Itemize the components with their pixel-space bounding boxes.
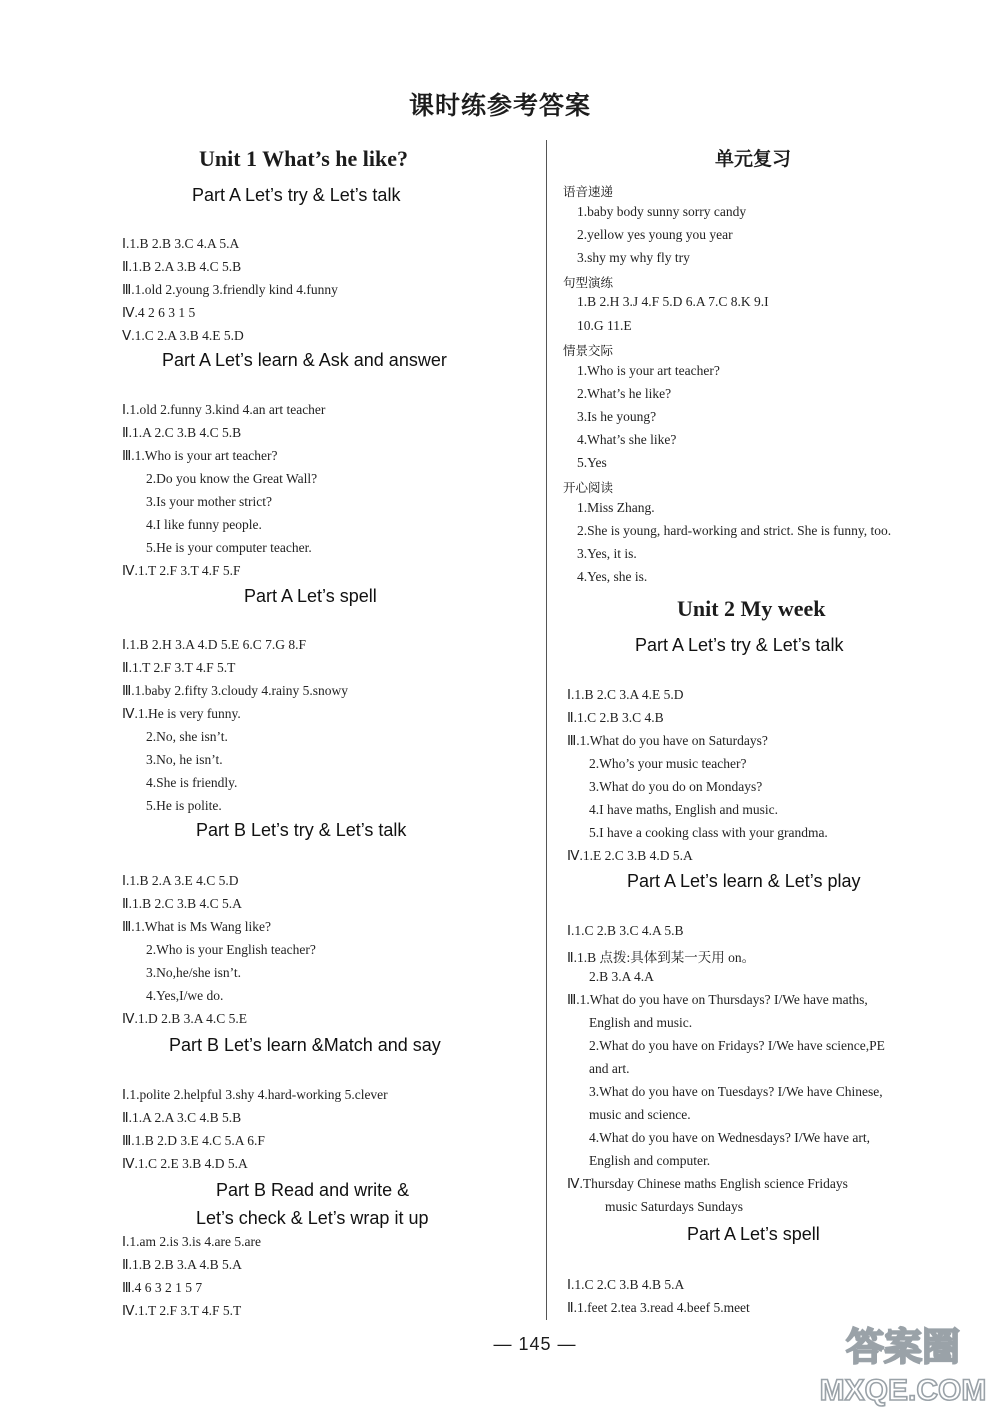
- answer-line: 5.Yes: [577, 455, 607, 470]
- section-heading: 句型演练: [563, 275, 614, 290]
- answer-line: music Saturdays Sundays: [605, 1199, 743, 1214]
- answer-line: 5.He is polite.: [146, 798, 222, 813]
- answer-line: 2.What do you have on Fridays? I/We have science,PE: [589, 1038, 885, 1053]
- answer-line: music and science.: [589, 1107, 691, 1122]
- answer-line: Ⅳ.1.T 2.F 3.T 4.F 5.T: [122, 1303, 242, 1318]
- unit-review-title: 单元复习: [715, 148, 792, 170]
- answer-line: 5.He is your computer teacher.: [146, 540, 312, 555]
- answer-line: 2.Who is your English teacher?: [146, 942, 316, 957]
- answer-line: Ⅰ.1.B 2.C 3.A 4.E 5.D: [567, 687, 684, 702]
- answer-line: 10.G 11.E: [577, 318, 632, 333]
- watermark-url: MXQE.COM: [819, 1374, 987, 1407]
- answer-line: 1.Miss Zhang.: [577, 500, 655, 515]
- answer-line: Ⅲ.1.What is Ms Wang like?: [122, 919, 271, 934]
- answer-line: 1.baby body sunny sorry candy: [577, 204, 747, 219]
- unit2-title: Unit 2 My week: [677, 596, 826, 621]
- section-heading: Part B Let’s try & Let’s talk: [196, 820, 407, 840]
- answer-line: Ⅱ.1.B 点拨:具体到某一天用 on。: [567, 950, 756, 965]
- answer-line: Ⅰ.1.B 2.B 3.C 4.A 5.A: [122, 236, 240, 251]
- answer-line: 3.shy my why fly try: [577, 250, 690, 265]
- section-heading: Part A Let’s spell: [244, 586, 377, 606]
- answer-line: 2.yellow yes young you year: [577, 227, 733, 242]
- answer-line: 4.I like funny people.: [146, 517, 262, 532]
- answer-line: 3.What do you do on Mondays?: [589, 779, 763, 794]
- section-heading: 情景交际: [563, 343, 614, 358]
- answer-line: Ⅴ.1.C 2.A 3.B 4.E 5.D: [122, 328, 244, 343]
- answer-line: 2.B 3.A 4.A: [589, 969, 654, 984]
- answer-line: Ⅳ.1.C 2.E 3.B 4.D 5.A: [122, 1156, 248, 1171]
- answer-line: Ⅳ.Thursday Chinese maths English science Fridays: [567, 1176, 848, 1191]
- answer-line: Ⅰ.1.old 2.funny 3.kind 4.an art teacher: [122, 402, 326, 417]
- answer-line: 2.No, she isn’t.: [146, 729, 228, 744]
- section-heading: 语音速递: [563, 184, 614, 199]
- answer-line: 1.Who is your art teacher?: [577, 363, 720, 378]
- answer-line: 2.What’s he like?: [577, 386, 672, 401]
- answer-line: 4.Yes, she is.: [577, 569, 648, 584]
- answer-line: Ⅳ.4 2 6 3 1 5: [122, 305, 196, 320]
- page-number: — 145 —: [493, 1334, 577, 1354]
- answer-line: 2.Who’s your music teacher?: [589, 756, 747, 771]
- answer-line: Ⅰ.1.B 2.H 3.A 4.D 5.E 6.C 7.G 8.F: [122, 637, 306, 652]
- answer-line: 4.What’s she like?: [577, 432, 677, 447]
- answer-line: Ⅲ.1.Who is your art teacher?: [122, 448, 278, 463]
- answer-line: English and computer.: [589, 1153, 711, 1168]
- answer-line: 3.No,he/she isn’t.: [146, 965, 241, 980]
- answer-line: 4.I have maths, English and music.: [589, 802, 778, 817]
- section-heading: Let’s check & Let’s wrap it up: [196, 1208, 429, 1228]
- watermark-logo: [808, 1318, 998, 1408]
- answer-line: 3.No, he isn’t.: [146, 752, 223, 767]
- watermark-glyphs: 答案圈: [845, 1325, 961, 1369]
- answer-line: 4.What do you have on Wednesdays? I/We have art,: [589, 1130, 870, 1145]
- section-heading: Part A Let’s try & Let’s talk: [192, 185, 401, 205]
- answer-line: Ⅲ.1.What do you have on Thursdays? I/We have maths,: [567, 992, 868, 1007]
- answer-line: Ⅱ.1.T 2.F 3.T 4.F 5.T: [122, 660, 236, 675]
- answer-line: Ⅱ.1.feet 2.tea 3.read 4.beef 5.meet: [567, 1300, 750, 1315]
- answer-line: Ⅰ.1.am 2.is 3.is 4.are 5.are: [122, 1234, 261, 1249]
- section-heading: Part B Let’s learn &Match and say: [169, 1035, 441, 1055]
- section-heading: Part B Read and write &: [216, 1180, 410, 1200]
- answer-line: Ⅰ.1.B 2.A 3.E 4.C 5.D: [122, 873, 239, 888]
- section-heading: Part A Let’s try & Let’s talk: [635, 635, 844, 655]
- answer-line: Ⅳ.1.E 2.C 3.B 4.D 5.A: [567, 848, 693, 863]
- answer-line: Ⅱ.1.B 2.C 3.B 4.C 5.A: [122, 896, 242, 911]
- answer-line: 4.Yes,I/we do.: [146, 988, 224, 1003]
- answer-line: and art.: [589, 1061, 630, 1076]
- answer-line: Ⅳ.1.He is very funny.: [122, 706, 241, 721]
- answer-line: Ⅰ.1.C 2.B 3.C 4.A 5.B: [567, 923, 684, 938]
- section-heading: Part A Let’s learn & Let’s play: [627, 871, 861, 891]
- answer-line: Ⅰ.1.C 2.C 3.B 4.B 5.A: [567, 1277, 685, 1292]
- column-divider: [546, 140, 547, 1320]
- answer-line: 3.What do you have on Tuesdays? I/We have Chinese,: [589, 1084, 883, 1099]
- answer-line: 4.She is friendly.: [146, 775, 238, 790]
- answer-line: 5.I have a cooking class with your grandma.: [589, 825, 828, 840]
- answer-line: Ⅲ.4 6 3 2 1 5 7: [122, 1280, 203, 1295]
- answer-line: Ⅳ.1.D 2.B 3.A 4.C 5.E: [122, 1011, 247, 1026]
- answer-line: Ⅳ.1.T 2.F 3.T 4.F 5.F: [122, 563, 241, 578]
- answer-line: Ⅱ.1.A 2.A 3.C 4.B 5.B: [122, 1110, 242, 1125]
- unit1-title: Unit 1 What’s he like?: [199, 146, 409, 171]
- answer-line: English and music.: [589, 1015, 693, 1030]
- answer-line: Ⅱ.1.B 2.B 3.A 4.B 5.A: [122, 1257, 242, 1272]
- section-heading: Part A Let’s learn & Ask and answer: [162, 350, 447, 370]
- answer-line: Ⅱ.1.B 2.A 3.B 4.C 5.B: [122, 259, 242, 274]
- answer-line: 3.Yes, it is.: [577, 546, 637, 561]
- answer-line: 2.She is young, hard-working and strict. She is funny, too.: [577, 523, 892, 538]
- answer-line: 3.Is your mother strict?: [146, 494, 272, 509]
- answer-line: Ⅱ.1.A 2.C 3.B 4.C 5.B: [122, 425, 242, 440]
- answer-line: Ⅰ.1.polite 2.helpful 3.shy 4.hard-working 5.clever: [122, 1087, 388, 1102]
- answer-line: Ⅲ.1.old 2.young 3.friendly kind 4.funny: [122, 282, 338, 297]
- answer-line: Ⅲ.1.What do you have on Saturdays?: [567, 733, 768, 748]
- section-heading: 开心阅读: [563, 480, 614, 495]
- answer-line: Ⅲ.1.B 2.D 3.E 4.C 5.A 6.F: [122, 1133, 265, 1148]
- section-heading: Part A Let’s spell: [687, 1224, 820, 1244]
- answer-line: Ⅱ.1.C 2.B 3.C 4.B: [567, 710, 664, 725]
- answer-line: 3.Is he young?: [577, 409, 657, 424]
- answer-line: 2.Do you know the Great Wall?: [146, 471, 318, 486]
- answer-line: Ⅲ.1.baby 2.fifty 3.cloudy 4.rainy 5.snowy: [122, 683, 349, 698]
- page-title: 课时练参考答案: [408, 91, 591, 120]
- answer-line: 1.B 2.H 3.J 4.F 5.D 6.A 7.C 8.K 9.I: [577, 294, 769, 309]
